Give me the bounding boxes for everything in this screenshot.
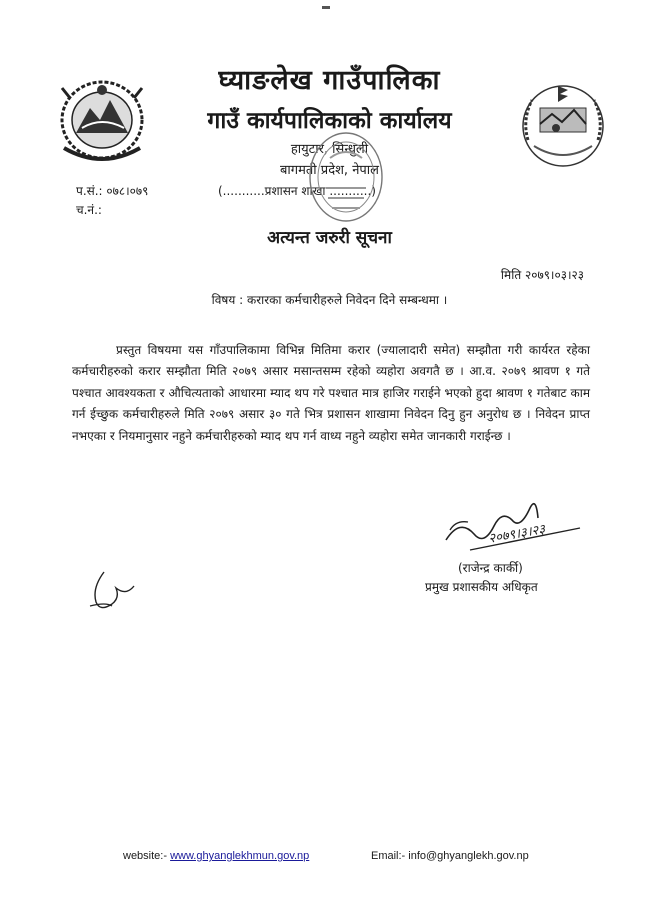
office-name: गाउँ कार्यपालिकाको कार्यालय (207, 108, 452, 134)
address-line-1: हायुटार, सिन्धुली (290, 142, 369, 157)
address-line-2: बागमती प्रदेश, नेपाल (280, 163, 379, 178)
top-mark (322, 6, 330, 9)
website-link[interactable]: www.ghyanglekhmun.gov.np (170, 850, 310, 862)
notice-heading: अत्यन्त जरुरी सूचना (267, 228, 392, 248)
notice-body (72, 340, 590, 447)
footer-email (371, 850, 529, 862)
footer-website (123, 850, 309, 862)
email-label: Email:- (371, 850, 409, 862)
signer-name: (राजेन्द्र कार्की) (458, 561, 523, 575)
office-stamp-icon (306, 128, 386, 226)
body-paragraph: प्रस्तुत विषयमा यस गाँउपालिकामा विभिन्न मितिमा करार (ज्यालादारी समेत) सम्झौता गरी कार्यरत रहेका कर्मचारीहरुको करार सम्झौता मिति २०७९ असार मसान्तसम्म रहेको व्यहोरा अवगतै छ । आ.व. २०७९ श्रावण १ गते पश्चात आवश्यकता र औचित्यताको आधारमा म्याद थप गरे पश्चात मात्र हाजिर गराईने भएको हुदा श्रावण १ गतेबाट काम गर्न ईच्छुक कर्मचारीहरुले मिति २०७९ असार ३० गते भित्र प्रशासन शाखामा निवेदन दिनु हुन अनुरोध छ । निवेदन प्राप्त नभएका र नियमानुसार नहुने कर्मचारीहरुको म्याद थप गर्न वाध्य नहुने व्यहोरा समेत जानकारी गराईन्छ । (72, 343, 590, 443)
org-name: घ्याङलेख गाउँपालिका (218, 65, 441, 96)
initials-signature-icon (86, 568, 146, 614)
signature-date: २०७९।३।२३ (487, 522, 547, 547)
signer-title: प्रमुख प्रशासकीय अधिकृत (425, 580, 538, 594)
dispatch-number: च.नं.: (76, 203, 102, 217)
notice-date: मिति २०७९।०३।२३ (500, 268, 584, 282)
email-address[interactable]: info@ghyanglekh.gov.np (408, 850, 529, 862)
reference-number: प.सं.: ०७८।०७९ (76, 184, 149, 198)
section-name: (...........प्रशासन शाखा ...........) (218, 184, 376, 198)
website-label: website:- (123, 850, 171, 862)
notice-subject: विषय : करारका कर्मचारीहरुले निवेदन दिने सम्बन्धमा । (211, 293, 448, 307)
